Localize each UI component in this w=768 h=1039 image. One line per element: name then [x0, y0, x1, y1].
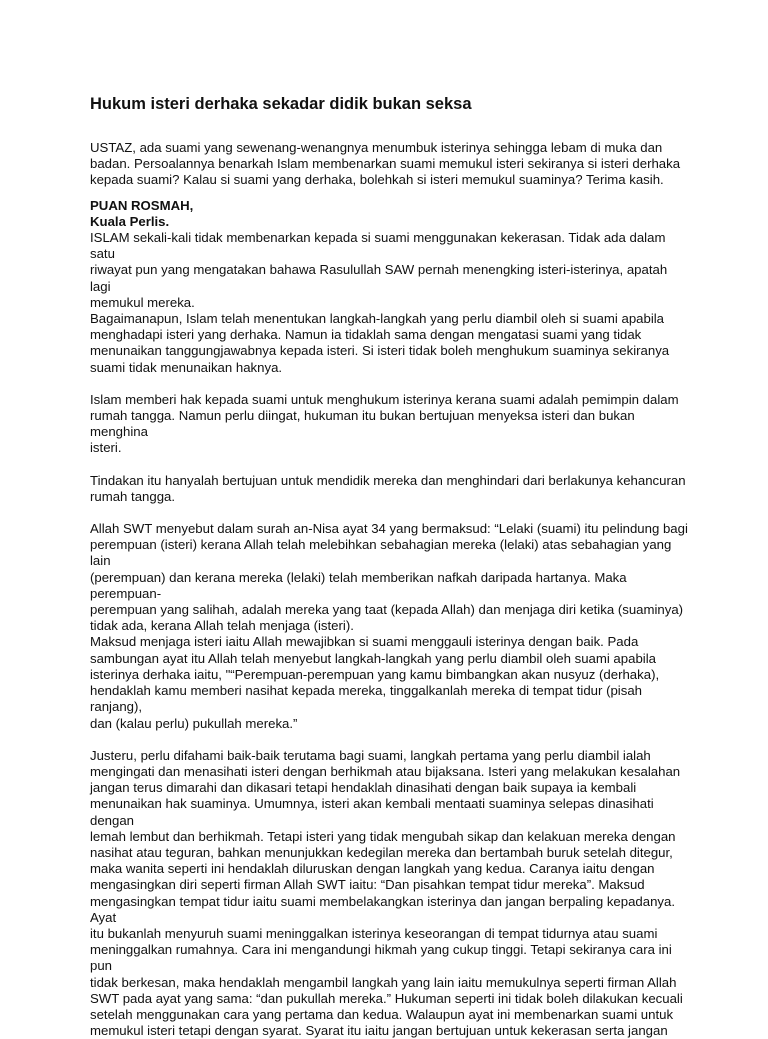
article-body — [90, 93, 690, 1039]
question-paragraph: USTAZ, ada suami yang sewenang-wenangnya menumbuk isterinya sehingga lebam di muka dan badan. Persoalannya benarkah Islam membenarkan suami memukul isteri sekiranya si isteri derhaka kepada suami? Kalau si suami yang derhaka, bolehkah si isteri memukul suaminya? Terima kasih. — [90, 140, 681, 188]
answer-paragraph-2: Islam memberi hak kepada suami untuk menghukum isterinya kerana suami adalah pemimpin dalam rumah tangga. Namun perlu diingat, hukuman itu bukan bertujuan menyeksa isteri dan bukan menghina isteri. — [90, 391, 679, 456]
answer-paragraph-3: Tindakan itu hanyalah bertujuan untuk mendidik mereka dan menghindari dari berlakunya kehancuran rumah tangga. — [90, 472, 686, 504]
author-name: PUAN ROSMAH, — [90, 197, 194, 213]
answer-paragraph-1: ISLAM sekali-kali tidak membenarkan kepada si suami menggunakan kekerasan. Tidak ada dalam satu riwayat pun yang mengatakan bahawa Rasulullah SAW pernah menengking isteri-isterinya, apatah lagi memukul mereka. Bagaimanapun, Islam telah menentukan langkah-langkah yang perlu diambil oleh si suami apabila menghadapi isteri yang derhaka. Namun ia tidaklah sama dengan mengatasi suami yang tidak menunaikan tanggungjawabnya kepada isteri. Si isteri tidak boleh menghukum suaminya sekiranya suami tidak menunaikan haknya. — [90, 230, 670, 375]
article-title: Hukum isteri derhaka sekadar didik bukan seksa — [90, 95, 472, 113]
answer-paragraph-5: Justeru, perlu difahami baik-baik terutama bagi suami, langkah pertama yang perlu diambil ialah mengingati dan menasihati isteri dengan berhikmah atau bijaksana. Isteri yang melakukan kesalahan jangan terus dimarahi dan dikasari tetapi hendaklah dinasihati dengan baik supaya ia kembali menunaikan hak suaminya. Umumnya, isteri akan kembali mentaati suaminya selepas dinasihati dengan lemah lembut dan berhikmah. Tetapi isteri yang tidak mengubah sikap dan kelakuan mereka dengan nasihat atau teguran, bahkan menunjukkan kedegilan mereka dan bertambah buruk setelah ditegur, maka wanita seperti ini hendaklah diluruskan dengan langkah yang kedua. Caranya iaitu dengan mengasingkan diri seperti firman Allah SWT iaitu: “Dan pisahkan tempat tidur mereka”. Maksud mengasingkan tempat tidur iaitu suami membelakangkan isterinya dan jangan berpaling kepadanya. Ayat itu bukanlah menyuruh suami meninggalkan isterinya keseorangan di tempat tidurnya atau suami meninggalkan rumahnya. Cara ini mengandungi hikmah yang cukup tinggi. Tetapi sekiranya cara ini pun tidak berkesan, maka hendaklah mengambil langkah yang lain iaitu memukulnya seperti firman Allah SWT pada ayat yang sama: “dan pukullah mereka.” Hukuman seperti ini tidak boleh dilakukan kecuali setelah menggunakan cara yang pertama dan kedua. Walaupun ayat ini membenarkan suami untuk memukul isteri tetapi dengan syarat. Syarat itu iaitu jangan bertujuan untuk kekerasan serta jangan — [90, 747, 683, 1039]
answer-paragraph-4: Allah SWT menyebut dalam surah an-Nisa ayat 34 yang bermaksud: “Lelaki (suami) itu pelindung bagi perempuan (isteri) kerana Allah telah melebihkan sebahagian mereka (lelaki) atas sebahagian yang lain (perempuan) dan kerana mereka (lelaki) telah memberikan nafkah daripada hartanya. Maka perempuan- perempuan yang salihah, adalah mereka yang taat (kepada Allah) dan menjaga diri ketika (suaminya) tidak ada, kerana Allah telah menjaga (isteri). Maksud menjaga isteri iaitu Allah mewajibkan si suami menggauli isterinya dengan baik. Pada sambungan ayat itu Allah telah menyebut langkah-langkah yang perlu diambil oleh suami apabila isterinya derhaka iaitu, "“Perempuan-perempuan yang kamu bimbangkan akan nusyuz (derhaka), hendaklah kamu memberi nasihat kepada mereka, tinggalkanlah mereka di tempat tidur (pisah ranjang), dan (kalau perlu) pukullah mereka.” — [90, 521, 688, 731]
author-place: Kuala Perlis. — [90, 213, 170, 229]
